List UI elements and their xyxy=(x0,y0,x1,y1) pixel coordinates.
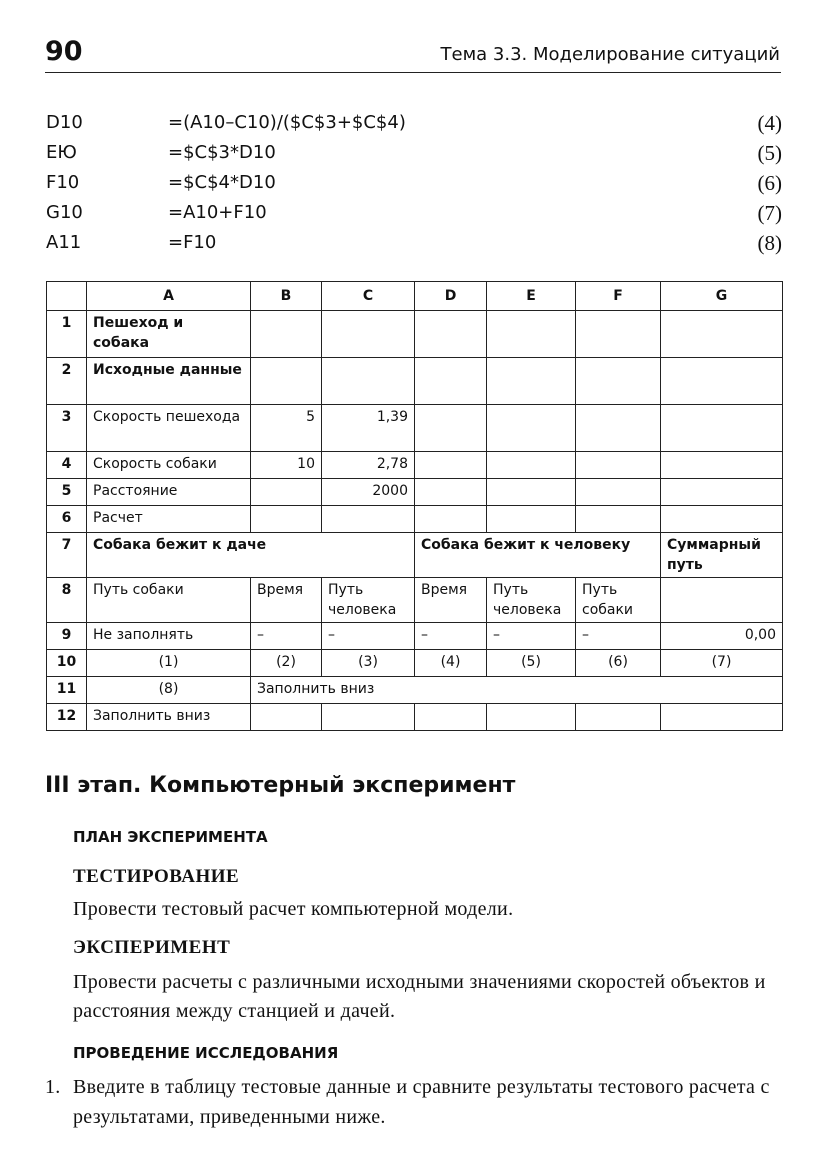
research-heading: ПРОВЕДЕНИЕ ИССЛЕДОВАНИЯ xyxy=(73,1044,339,1062)
column-header: E xyxy=(487,282,576,311)
cell-a2: Исходные данные xyxy=(87,358,251,405)
row-number: 5 xyxy=(47,479,87,506)
formula-cell-ref: G10 xyxy=(46,202,83,223)
formula-row xyxy=(46,138,782,168)
formula-cell-ref: A11 xyxy=(46,232,82,253)
cell-e1 xyxy=(487,311,576,358)
cell-c8: Путь человека xyxy=(322,578,415,623)
step-number: 1. xyxy=(45,1076,61,1098)
cell-f4 xyxy=(576,452,661,479)
table-row xyxy=(47,704,783,731)
cell-c1 xyxy=(322,311,415,358)
cell-g9: 0,00 xyxy=(661,623,783,650)
cell-f3 xyxy=(576,405,661,452)
cell-d1 xyxy=(415,311,487,358)
cell-e9: – xyxy=(487,623,576,650)
row-number: 6 xyxy=(47,506,87,533)
table-row xyxy=(47,452,783,479)
cell-b3: 5 xyxy=(251,405,322,452)
cell-d6 xyxy=(415,506,487,533)
table-row xyxy=(47,623,783,650)
row-number: 12 xyxy=(47,704,87,731)
plan-heading: ПЛАН ЭКСПЕРИМЕНТА xyxy=(73,828,268,846)
spreadsheet-table xyxy=(46,281,783,731)
cell-a1: Пешеход и собака xyxy=(87,311,251,358)
experiment-heading: ЭКСПЕРИМЕНТ xyxy=(73,937,231,958)
cell-b1 xyxy=(251,311,322,358)
cell-f1 xyxy=(576,311,661,358)
cell-d5 xyxy=(415,479,487,506)
cell-f12 xyxy=(576,704,661,731)
cell-e5 xyxy=(487,479,576,506)
cell-g10: (7) xyxy=(661,650,783,677)
cell-d3 xyxy=(415,405,487,452)
cell-g5 xyxy=(661,479,783,506)
formula-expression: =(A10–C10)/($C$3+$C$4) xyxy=(168,112,406,133)
cell-b5 xyxy=(251,479,322,506)
table-row xyxy=(47,650,783,677)
table-row xyxy=(47,506,783,533)
cell-d4 xyxy=(415,452,487,479)
row-number: 3 xyxy=(47,405,87,452)
row-number: 11 xyxy=(47,677,87,704)
running-title: Тема 3.3. Моделирование ситуаций xyxy=(440,44,780,65)
cell-a5: Расстояние xyxy=(87,479,251,506)
row-number: 2 xyxy=(47,358,87,405)
cell-a10: (1) xyxy=(87,650,251,677)
cell-f5 xyxy=(576,479,661,506)
table-row xyxy=(47,533,783,578)
cell-f8: Путь собаки xyxy=(576,578,661,623)
formula-list xyxy=(46,108,782,258)
page-number: 90 xyxy=(45,36,83,67)
cell-c12 xyxy=(322,704,415,731)
cell-g1 xyxy=(661,311,783,358)
list-item xyxy=(45,1072,783,1132)
row-number: 7 xyxy=(47,533,87,578)
formula-expression: =$C$3*D10 xyxy=(168,142,276,163)
cell-g7: Суммарный путь xyxy=(661,533,783,578)
cell-c9: – xyxy=(322,623,415,650)
column-header-row xyxy=(47,282,783,311)
cell-f9: – xyxy=(576,623,661,650)
formula-row xyxy=(46,228,782,258)
step-text: Введите в таблицу тестовые данные и сравните результаты тестового расчета с результатами, приведенными ниже. xyxy=(73,1076,770,1128)
cell-b9: – xyxy=(251,623,322,650)
equation-number: (5) xyxy=(757,141,782,165)
equation-number: (7) xyxy=(757,201,782,225)
cell-b10: (2) xyxy=(251,650,322,677)
cell-e10: (5) xyxy=(487,650,576,677)
cell-c2 xyxy=(322,358,415,405)
formula-expression: =$C$4*D10 xyxy=(168,172,276,193)
table-row xyxy=(47,677,783,704)
equation-number: (6) xyxy=(757,171,782,195)
table-row xyxy=(47,358,783,405)
cell-b12 xyxy=(251,704,322,731)
row-number: 10 xyxy=(47,650,87,677)
cell-d8: Время xyxy=(415,578,487,623)
cell-b8: Время xyxy=(251,578,322,623)
cell-e3 xyxy=(487,405,576,452)
cell-g12 xyxy=(661,704,783,731)
cell-b11-merged: Заполнить вниз xyxy=(251,677,783,704)
cell-a8: Путь собаки xyxy=(87,578,251,623)
cell-e2 xyxy=(487,358,576,405)
cell-d2 xyxy=(415,358,487,405)
column-header: G xyxy=(661,282,783,311)
column-header: A xyxy=(87,282,251,311)
cell-c5: 2000 xyxy=(322,479,415,506)
cell-g2 xyxy=(661,358,783,405)
cell-d12 xyxy=(415,704,487,731)
cell-c3: 1,39 xyxy=(322,405,415,452)
cell-e6 xyxy=(487,506,576,533)
cell-d9: – xyxy=(415,623,487,650)
table-row xyxy=(47,479,783,506)
row-number: 4 xyxy=(47,452,87,479)
cell-e4 xyxy=(487,452,576,479)
formula-row xyxy=(46,108,782,138)
header-rule xyxy=(45,72,781,73)
cell-b6 xyxy=(251,506,322,533)
formula-cell-ref: D10 xyxy=(46,112,83,133)
formula-cell-ref: F10 xyxy=(46,172,80,193)
cell-g6 xyxy=(661,506,783,533)
cell-f10: (6) xyxy=(576,650,661,677)
row-number: 8 xyxy=(47,578,87,623)
formula-row xyxy=(46,168,782,198)
cell-a4: Скорость собаки xyxy=(87,452,251,479)
cell-a9: Не заполнять xyxy=(87,623,251,650)
cell-g4 xyxy=(661,452,783,479)
cell-c6 xyxy=(322,506,415,533)
table-row xyxy=(47,578,783,623)
table-row xyxy=(47,405,783,452)
corner-cell xyxy=(47,282,87,311)
cell-f2 xyxy=(576,358,661,405)
formula-row xyxy=(46,198,782,228)
steps-list xyxy=(45,1072,783,1132)
column-header: F xyxy=(576,282,661,311)
cell-a12: Заполнить вниз xyxy=(87,704,251,731)
cell-a7-merged: Собака бежит к даче xyxy=(87,533,415,578)
formula-cell-ref: EЮ xyxy=(46,142,77,163)
cell-b2 xyxy=(251,358,322,405)
column-header: D xyxy=(415,282,487,311)
experiment-paragraph: Провести расчеты с различными исходными значениями скоростей объектов и расстояния между станцией и дачей. xyxy=(73,971,766,1022)
stage-heading: III этап. Компьютерный эксперимент xyxy=(45,773,516,798)
cell-b4: 10 xyxy=(251,452,322,479)
equation-number: (4) xyxy=(757,111,782,135)
table-row xyxy=(47,311,783,358)
cell-e12 xyxy=(487,704,576,731)
cell-c4: 2,78 xyxy=(322,452,415,479)
cell-a11: (8) xyxy=(87,677,251,704)
cell-g3 xyxy=(661,405,783,452)
formula-expression: =A10+F10 xyxy=(168,202,267,223)
cell-g8 xyxy=(661,578,783,623)
equation-number: (8) xyxy=(757,231,782,255)
cell-d10: (4) xyxy=(415,650,487,677)
row-number: 1 xyxy=(47,311,87,358)
column-header: B xyxy=(251,282,322,311)
cell-a6: Расчет xyxy=(87,506,251,533)
cell-f6 xyxy=(576,506,661,533)
testing-heading: ТЕСТИРОВАНИЕ xyxy=(73,866,240,887)
cell-c10: (3) xyxy=(322,650,415,677)
cell-a3: Скорость пешехода xyxy=(87,405,251,452)
cell-d7-merged: Собака бежит к человеку xyxy=(415,533,661,578)
row-number: 9 xyxy=(47,623,87,650)
testing-paragraph: Провести тестовый расчет компьютерной модели. xyxy=(73,898,514,920)
formula-expression: =F10 xyxy=(168,232,217,253)
column-header: C xyxy=(322,282,415,311)
cell-e8: Путь человека xyxy=(487,578,576,623)
